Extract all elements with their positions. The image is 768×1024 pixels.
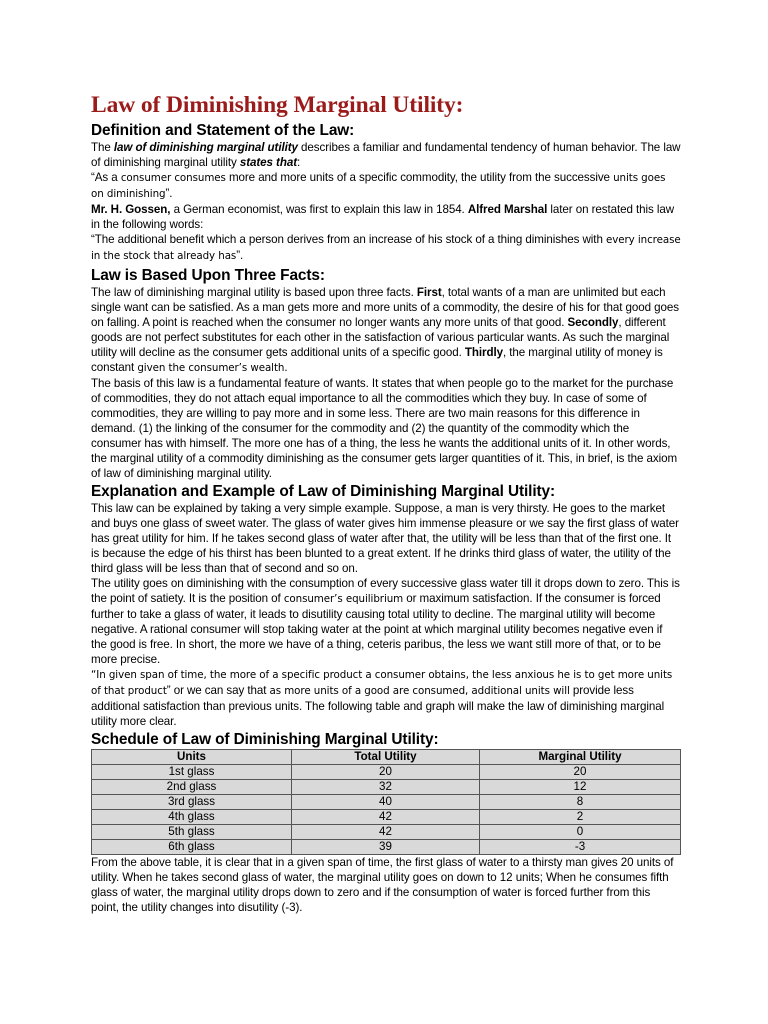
cell-marginal-utility: 8	[480, 795, 681, 810]
utility-schedule-table	[91, 749, 681, 855]
cell-units: 1st glass	[92, 765, 292, 780]
cell-units: 2nd glass	[92, 780, 292, 795]
text-run: more and more units of a specific commodity, the utility from the successive	[225, 171, 614, 184]
text-run: ” or we can say that	[166, 684, 270, 697]
table-row	[92, 810, 681, 825]
column-header-total-utility: Total Utility	[292, 750, 480, 765]
cell-marginal-utility: 12	[480, 780, 681, 795]
text-run: .	[284, 361, 288, 374]
quote-paragraph	[91, 232, 681, 264]
section-heading-explanation: Explanation and Example of Law of Diminishing Marginal Utility:	[91, 483, 556, 500]
text-run: , different goods are not perfect substitutes for each other in the satisfaction of various particular wants. As such the marginal utility will decline as the consumer gets additional units of a specific good.	[91, 316, 670, 359]
text-run: ”.	[165, 187, 173, 200]
table-row	[92, 795, 681, 810]
table-row	[92, 840, 681, 855]
text-run: later on restated this law in the following words:	[91, 203, 674, 231]
bold-text: Secondly	[567, 316, 619, 329]
quote-paragraph	[91, 667, 681, 729]
text-run: :	[296, 156, 301, 169]
text-run: The	[91, 141, 114, 154]
alt-font-text: given the consumer’s wealth	[137, 362, 285, 374]
bold-text: Thirdly	[464, 346, 503, 359]
section-heading-definition: Definition and Statement of the Law:	[91, 122, 355, 139]
text-run: “The additional benefit which a person derives from an increase of his stock of a thing diminishes with	[91, 233, 606, 246]
bold-text: First	[416, 286, 442, 299]
cell-units: 5th glass	[92, 825, 292, 840]
text-run: This law can be explained by taking a very simple example. Suppose, a man is very thirsty. He goes to the market and buys one glass of sweet water. The glass of water gives him immense pleasure or we say the first glass of water has great utility for him. If he takes second glass of water after that, the utility will be less than that of the first one. It is because the edge of his thirst has been blunted to a great extent. If he drinks third glass of water, the utility of the third glass will be less than that of second and so on.	[91, 502, 679, 575]
cell-units: 3rd glass	[92, 795, 292, 810]
section-heading-three-facts: Law is Based Upon Three Facts:	[91, 267, 325, 284]
alt-font-text: as more units of a good are consumed, additional units will	[269, 685, 570, 697]
text-run: “As a	[91, 171, 121, 184]
cell-marginal-utility: -3	[480, 840, 681, 855]
text-run: The basis of this law is a fundamental feature of wants. It states that when people go to the market for the purchase of commodities, they do not attach equal importance to all the commodities which they buy. In case of some of commodities, they are willing to pay more and in some less. There are two main reasons for this difference in demand. (1) the linking of the consumer for the commodity and (2) the quantity of the commodity which the consumer has with himself. The more one has of a thing, the less he wants the additional units of it. In other words, the marginal utility of a commodity diminishing as the consumer gets larger quantities of it. This, in brief, is the axiom of law of diminishing marginal utility.	[91, 377, 678, 480]
document-title: Law of Diminishing Marginal Utility:	[91, 92, 464, 118]
table-body	[92, 765, 681, 855]
cell-total-utility: 20	[292, 765, 480, 780]
text-run: , the marginal utility of money is constant	[91, 346, 663, 374]
paragraph	[91, 855, 681, 915]
column-header-marginal-utility: Marginal Utility	[480, 750, 681, 765]
cell-units: 6th glass	[92, 840, 292, 855]
bold-text: Mr. H. Gossen,	[91, 203, 171, 216]
paragraph	[91, 140, 681, 170]
cell-total-utility: 32	[292, 780, 480, 795]
alt-font-text: every increase in the stock that already has	[91, 234, 681, 262]
column-header-units: Units	[92, 750, 292, 765]
alt-font-text: units goes on diminishing	[91, 172, 666, 200]
text-run: describes a familiar and fundamental tendency of human behavior. The law of diminishing marginal utility	[91, 141, 681, 169]
paragraph	[91, 501, 681, 576]
section-heading-schedule: Schedule of Law of Diminishing Marginal Utility:	[91, 731, 439, 748]
text-run: The law of diminishing marginal utility is based upon three facts.	[91, 286, 417, 299]
bold-text: Alfred Marshal	[467, 203, 548, 216]
table-row	[92, 825, 681, 840]
document-content	[91, 90, 681, 915]
paragraph	[91, 202, 681, 232]
text-run: The utility goes on diminishing with the consumption of every successive glass water till it drops down to zero. This is the point of satiety. It is the position of	[91, 577, 680, 605]
cell-marginal-utility: 0	[480, 825, 681, 840]
quote-paragraph	[91, 170, 681, 202]
cell-marginal-utility: 20	[480, 765, 681, 780]
cell-marginal-utility: 2	[480, 810, 681, 825]
paragraph	[91, 285, 681, 376]
text-run: or maximum satisfaction. If the consumer is forced further to take a glass of water, it leads to disutility causing total utility to decline. The marginal utility will become negative. A rational consumer will stop taking water at the point at which marginal utility becomes negative even if the good is free. In short, the more we have of a thing, ceteris paribus, the less we want still more of that, or to be more precise.	[91, 592, 663, 666]
cell-total-utility: 39	[292, 840, 480, 855]
table-row	[92, 780, 681, 795]
bold-italic-text: states that	[239, 156, 297, 169]
alt-font-text: consumer’s equilibrium	[283, 593, 404, 605]
alt-font-text: consumer consumes	[120, 172, 226, 184]
cell-total-utility: 40	[292, 795, 480, 810]
cell-total-utility: 42	[292, 825, 480, 840]
bold-italic-text: law of diminishing marginal utility	[113, 141, 298, 154]
cell-units: 4th glass	[92, 810, 292, 825]
text-run: provide less additional satisfaction than previous units. The following table and graph will make the law of diminishing marginal utility more clear.	[91, 684, 665, 728]
text-run: a German economist, was first to explain this law in 1854.	[170, 203, 468, 216]
paragraph	[91, 376, 681, 481]
alt-font-text: “In given span of time, the more of a specific product a consumer obtains, the less anxious he is to get more units of that product	[91, 669, 673, 697]
text-run: From the above table, it is clear that in a given span of time, the first glass of water to a thirsty man gives 20 units of utility. When he takes second glass of water, the marginal utility goes on down to 12 units; When he consumes fifth glass of water, the marginal utility drops down to zero and if the consumption of water is forced further from this point, the utility changes into disutility (-3).	[91, 856, 674, 914]
text-run: , total wants of a man are unlimited but each single want can be satisfied. As a man gets more and more units of a commodity, the desire of his for that good goes on falling. A point is reached when the consumer no longer wants any more units of that good.	[91, 286, 679, 329]
table-row	[92, 765, 681, 780]
paragraph	[91, 576, 681, 667]
text-run: ”.	[236, 249, 244, 262]
cell-total-utility: 42	[292, 810, 480, 825]
table-header-row	[92, 750, 681, 765]
